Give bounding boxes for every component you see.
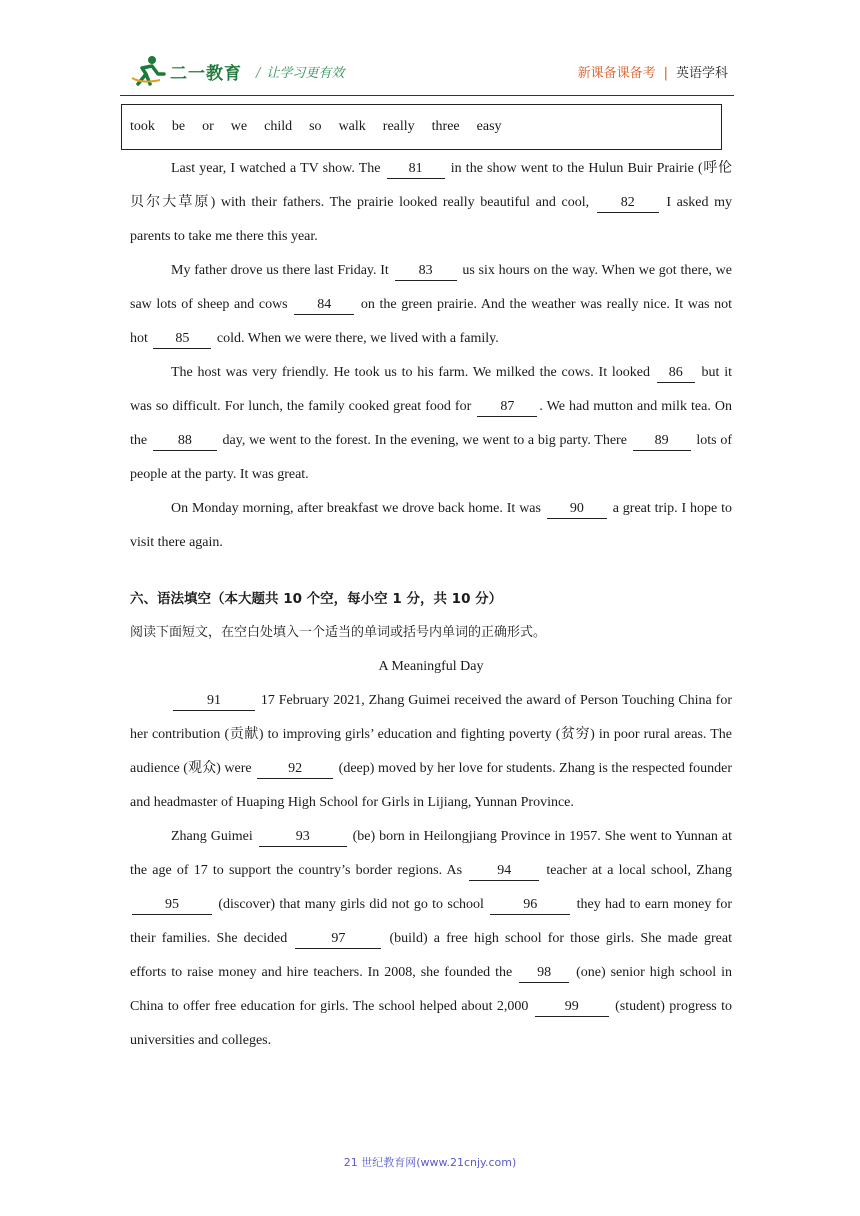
paragraph xyxy=(130,152,732,254)
document-body xyxy=(130,152,732,1058)
header-divider xyxy=(120,95,734,96)
text-run: (deep) moved by her love for students. Zhang is the respected founder and headmaster of Huaping High School for Girls in Lijiang, Yunnan Province. xyxy=(130,761,732,810)
slogan-text: 让学习更有效 xyxy=(266,66,345,81)
blank-86: 86 xyxy=(657,364,695,383)
blank-99: 99 xyxy=(535,998,609,1017)
slogan xyxy=(256,62,344,81)
text-run: day, we went to the forest. In the evening, we went to a big party. There xyxy=(218,433,631,448)
paragraph xyxy=(130,356,732,492)
blank-93: 93 xyxy=(259,828,347,847)
text-run: lots of people at the party. It was great. xyxy=(130,433,733,482)
logo-text: 二一教育 xyxy=(170,63,242,84)
text-run: cold. When we were there, we lived with a family. xyxy=(213,331,499,346)
running-person-icon xyxy=(128,54,168,88)
passage-title: A Meaningful Day xyxy=(378,659,484,674)
blank-85: 85 xyxy=(153,330,211,349)
text-run: . We had mutton and milk tea. On the xyxy=(130,399,732,448)
word-option: or xyxy=(202,119,214,134)
word-option: really xyxy=(382,119,415,134)
text-run: Last year, I watched a TV show. The xyxy=(171,161,385,176)
text-run: 17 February 2021, Zhang Guimei received the award of Person Touching China for her contribution (贡献) to improving girls’ education and fighting poverty (贫穷) in poor rural areas. The audience (观众) were xyxy=(130,693,732,776)
blank-95: 95 xyxy=(132,896,212,915)
blank-83: 83 xyxy=(395,262,457,281)
text-run: (be) born in Heilongjiang Province in 1957. She went to Yunnan at the age of 17 to support the country’s border regions. As xyxy=(130,829,732,878)
word-option: we xyxy=(230,119,248,134)
word-option: took xyxy=(130,119,155,134)
text-run: a great trip. I hope to visit there again. xyxy=(130,501,732,550)
text-run: (one) senior high school in China to offer free education for girls. The school helped about 2,000 xyxy=(130,965,732,1014)
paragraph xyxy=(130,492,732,560)
blank-97: 97 xyxy=(295,930,381,949)
text-run: but it was so difficult. For lunch, the family cooked great food for xyxy=(130,365,733,414)
blank-98: 98 xyxy=(519,964,569,983)
word-option: so xyxy=(309,119,322,134)
text-run: (build) a free high school for those girls. She made great efforts to raise money and hire teachers. In 2008, she founded the xyxy=(130,931,732,980)
blank-82: 82 xyxy=(597,194,659,213)
paragraph xyxy=(130,684,732,820)
text-run: in the show went to the Hulun Buir Prairie (呼伦贝尔大草原) with their fathers. The prairie looked really beautiful and cool, xyxy=(130,161,732,210)
blank-92: 92 xyxy=(257,760,333,779)
blank-88: 88 xyxy=(153,432,217,451)
text-run: on the green prairie. And the weather was really nice. It was not hot xyxy=(130,297,732,346)
blank-90: 90 xyxy=(547,500,607,519)
word-option: be xyxy=(171,119,186,134)
blank-89: 89 xyxy=(633,432,691,451)
section-title: 六、语法填空（本大题共 10 个空，每小空 1 分，共 10 分） xyxy=(130,591,503,607)
blank-96: 96 xyxy=(490,896,570,915)
brand-logo xyxy=(128,54,242,88)
text-run: My father drove us there last Friday. It xyxy=(171,263,393,278)
header-subject xyxy=(578,62,728,81)
text-run: they had to earn money for their families. She decided xyxy=(130,897,732,946)
text-run: On Monday morning, after breakfast we drove back home. It was xyxy=(171,501,545,516)
blank-87: 87 xyxy=(477,398,537,417)
page-header xyxy=(128,52,728,92)
blank-84: 84 xyxy=(294,296,354,315)
section-instruction: 阅读下面短文，在空白处填入一个适当的单词或括号内单词的正确形式。 xyxy=(130,625,547,640)
page-footer[interactable]: 21 世纪教育网(www.21cnjy.com) xyxy=(343,1156,517,1169)
text-run: (student) progress to universities and colleges. xyxy=(130,999,733,1048)
text-run: (discover) that many girls did not go to school xyxy=(214,897,489,912)
word-option: easy xyxy=(476,119,502,134)
text-run: I asked my parents to take me there this year. xyxy=(130,195,732,244)
word-box xyxy=(121,104,722,150)
blank-81: 81 xyxy=(387,160,445,179)
text-run: teacher at a local school, Zhang xyxy=(541,863,732,878)
paragraph xyxy=(130,820,732,1058)
text-run: Zhang Guimei xyxy=(171,829,257,844)
text-run: The host was very friendly. He took us to his farm. We milked the cows. It looked xyxy=(171,365,655,380)
text-run: us six hours on the way. When we got there, we saw lots of sheep and cows xyxy=(130,263,732,312)
paragraph xyxy=(130,254,732,356)
word-option: walk xyxy=(338,119,366,134)
slash-divider: / xyxy=(256,66,261,81)
blank-94: 94 xyxy=(469,862,539,881)
header-separator: | xyxy=(663,66,668,81)
header-subject-name: 英语学科 xyxy=(675,66,728,81)
word-option: three xyxy=(431,119,460,134)
header-category: 新课备课备考 xyxy=(577,66,656,81)
word-option: child xyxy=(264,119,293,134)
blank-91: 91 xyxy=(173,692,255,711)
